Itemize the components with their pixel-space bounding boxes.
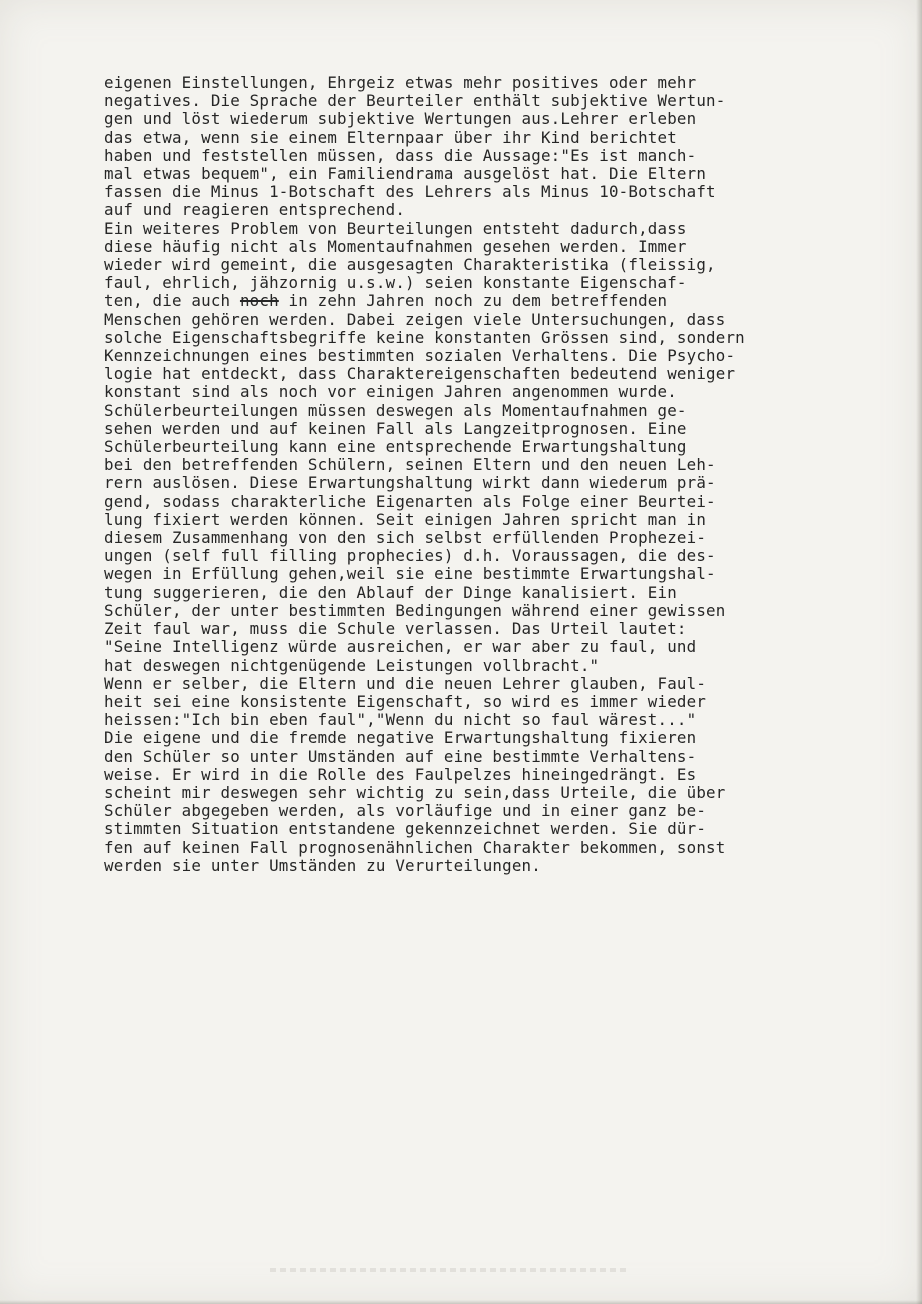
text-line: fassen die Minus 1-Botschaft des Lehrers als Minus 10-Botschaft <box>104 182 716 202</box>
text-fragment: ten, die auch <box>104 291 240 311</box>
text-line: hat deswegen nichtgenügende Leistungen vollbracht." <box>104 655 600 675</box>
struck-word: noch <box>239 291 279 311</box>
text-line: Wenn er selber, die Eltern und die neuen Lehrer glauben, Faul- <box>104 673 707 693</box>
text-line: "Seine Intelligenz würde ausreichen, er war aber zu faul, und <box>104 637 697 657</box>
text-line: sehen werden und auf keinen Fall als Langzeitprognosen. Eine <box>104 418 687 438</box>
text-line: Schüler, der unter bestimmten Bedingungen während einer gewissen <box>104 600 726 620</box>
text-line: heit sei eine konsistente Eigenschaft, so wird es immer wieder <box>104 691 707 711</box>
text-line: haben und feststellen müssen, dass die Aussage:"Es ist manch- <box>104 145 697 165</box>
text-line: Ein weiteres Problem von Beurteilungen entsteht dadurch,dass <box>104 218 687 238</box>
text-line: stimmten Situation entstandene gekennzeichnet werden. Sie dür- <box>104 819 707 839</box>
text-line: Die eigene und die fremde negative Erwartungshaltung fixieren <box>104 728 697 748</box>
text-line: Kennzeichnungen eines bestimmten sozialen Verhaltens. Die Psycho- <box>104 346 736 366</box>
text-line: gend, sodass charakterliche Eigenarten als Folge einer Beurtei- <box>104 491 716 511</box>
text-line: auf und reagieren entsprechend. <box>104 200 406 220</box>
typewritten-text-block <box>104 74 874 875</box>
page-edge-shadow <box>916 0 922 1304</box>
text-line: Schülerbeurteilungen müssen deswegen als Momentaufnahmen ge- <box>104 400 687 420</box>
page-bottom-shadow <box>0 1300 922 1304</box>
text-line: diese häufig nicht als Momentaufnahmen gesehen werden. Immer <box>104 236 687 256</box>
text-line: werden sie unter Umständen zu Verurteilungen. <box>104 855 541 875</box>
text-line: ungen (self full filling prophecies) d.h. Voraussagen, die des- <box>104 546 716 566</box>
text-line: solche Eigenschaftsbegriffe keine konstanten Grössen sind, sondern <box>104 327 745 347</box>
text-line: eigenen Einstellungen, Ehrgeiz etwas mehr positives oder mehr <box>104 73 697 92</box>
text-line: bei den betreffenden Schülern, seinen Eltern und den neuen Leh- <box>104 455 716 475</box>
text-line: mal etwas bequem", ein Familiendrama ausgelöst hat. Die Eltern <box>104 164 707 184</box>
text-line: tung suggerieren, die den Ablauf der Dinge kanalisiert. Ein <box>104 582 677 602</box>
text-line: gen und löst wiederum subjektive Wertungen aus.Lehrer erleben <box>104 109 697 129</box>
text-line: Schülerbeurteilung kann eine entsprechende Erwartungshaltung <box>104 437 687 457</box>
text-line: fen auf keinen Fall prognosenähnlichen Charakter bekommen, sonst <box>104 837 726 857</box>
text-line: das etwa, wenn sie einem Elternpaar über ihr Kind berichtet <box>104 127 677 147</box>
text-fragment: in zehn Jahren noch zu dem betreffenden <box>278 291 668 311</box>
text-line: den Schüler so unter Umständen auf eine bestimmte Verhaltens- <box>104 746 697 766</box>
text-line: faul, ehrlich, jähzornig u.s.w.) seien konstante Eigenschaf- <box>104 273 687 293</box>
text-line: konstant sind als noch vor einigen Jahren angenommen wurde. <box>104 382 677 402</box>
text-line: Zeit faul war, muss die Schule verlassen. Das Urteil lautet: <box>104 619 687 639</box>
text-line-with-strikeout <box>104 292 874 310</box>
text-line: lung fixiert werden können. Seit einigen Jahren spricht man in <box>104 509 707 529</box>
text-line: weise. Er wird in die Rolle des Faulpelzes hineingedrängt. Es <box>104 764 697 784</box>
text-line: logie hat entdeckt, dass Charaktereigenschaften bedeutend weniger <box>104 364 736 384</box>
text-line: Menschen gehören werden. Dabei zeigen viele Untersuchungen, dass <box>104 309 726 329</box>
text-line: wieder wird gemeint, die ausgesagten Charakteristika (fleissig, <box>104 255 716 275</box>
text-line: diesem Zusammenhang von den sich selbst erfüllenden Prophezei- <box>104 528 707 548</box>
text-line: Schüler abgegeben werden, als vorläufige und in einer ganz be- <box>104 801 707 821</box>
text-line: rern auslösen. Diese Erwartungshaltung wirkt dann wiederum prä- <box>104 473 716 493</box>
text-line: wegen in Erfüllung gehen,weil sie eine bestimmte Erwartungshal- <box>104 564 716 584</box>
text-line: heissen:"Ich bin eben faul","Wenn du nicht so faul wärest..." <box>104 710 697 730</box>
faint-show-through <box>270 1268 630 1272</box>
text-line: scheint mir deswegen sehr wichtig zu sein,dass Urteile, die über <box>104 782 726 802</box>
text-line: negatives. Die Sprache der Beurteiler enthält subjektive Wertun- <box>104 91 726 111</box>
